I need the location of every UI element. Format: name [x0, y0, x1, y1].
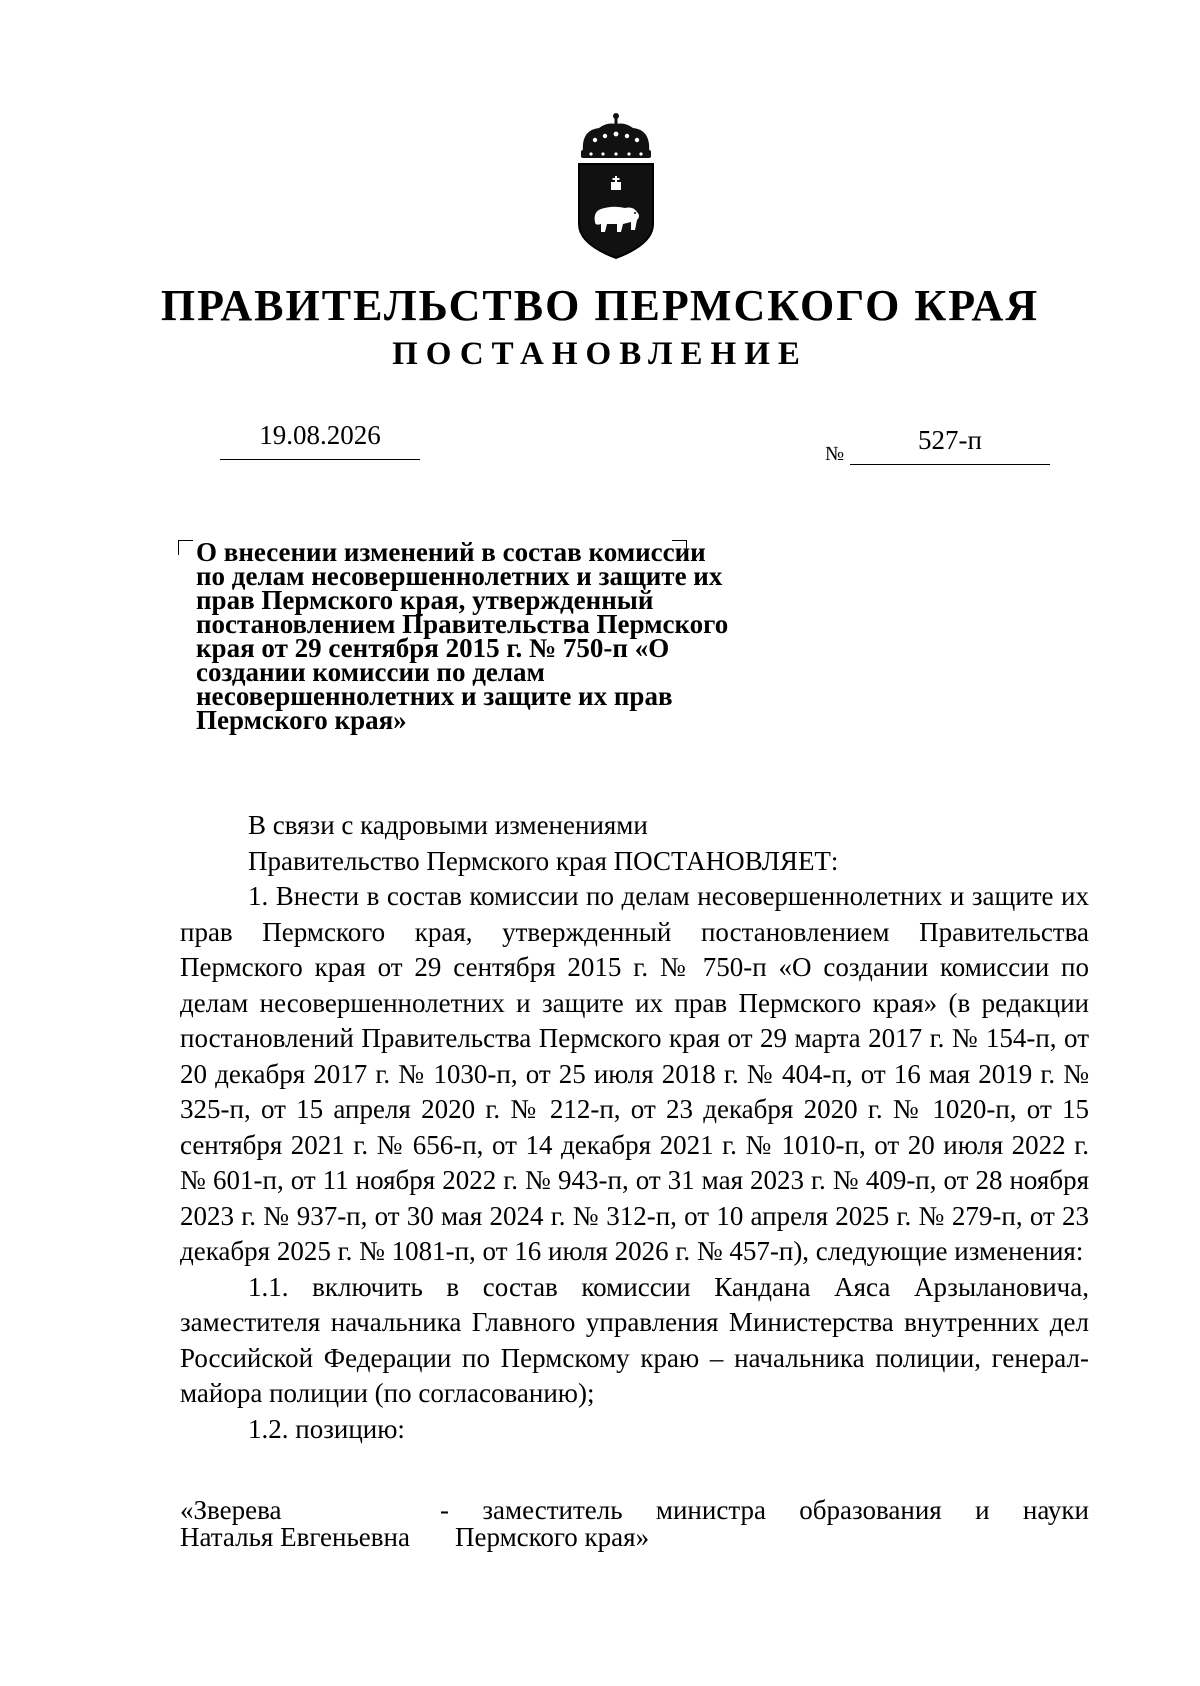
position-role-line-1: - заместитель министра образования и науки — [440, 1495, 1089, 1525]
position-role — [440, 1497, 1089, 1551]
number-sign: № — [825, 443, 845, 465]
coat-of-arms-emblem — [573, 112, 659, 262]
intro-paragraph-2: Правительство Пермского края ПОСТАНОВЛЯЕТ: — [248, 845, 839, 876]
document-body — [180, 808, 1089, 1447]
position-role-line-2: Пермского края» — [455, 1522, 650, 1552]
intro-paragraph-1: В связи с кадровыми изменениями — [248, 810, 648, 840]
document-date: 19.08.2026 — [220, 420, 420, 460]
item-1-1-paragraph: 1.1. включить в состав комиссии Кандана Аяса Арзылановича, заместителя начальника Главного управления Министерства внутренних дел Российской Федерации по Пермскому краю – начальника полиции, генерал-майора полиции (по согласованию); — [180, 1271, 1089, 1408]
item-1-2-paragraph: 1.2. позицию: — [248, 1413, 405, 1444]
government-title: ПРАВИТЕЛЬСТВО ПЕРМСКОГО КРАЯ — [160, 281, 1040, 330]
document-subject: О внесении изменений в состав комиссии по делам несовершеннолетних и защите их прав Пермского края, утвержденный постановлением Правительства Пермского края от 29 сентября 2015 г. № 750-п «О создании комиссии по делам несовершеннолетних и защите их прав Пермского края» — [196, 537, 729, 735]
document-number: 527-п — [850, 425, 1050, 465]
position-person-name — [180, 1497, 440, 1551]
position-name-line-2: Наталья Евгеньевна — [180, 1522, 410, 1552]
document-type-title: ПОСТАНОВЛЕНИЕ — [392, 336, 808, 372]
position-name-line-1: «Зверева — [180, 1495, 282, 1525]
item-1-paragraph: 1. Внести в состав комиссии по делам несовершеннолетних и защите их прав Пермского края, утвержденный постановлением Правительства Пермского края от 29 сентября 2015 г. № 750-п «О создании комиссии по делам несовершеннолетних и защите их прав Пермского края» (в редакции постановлений Правительства Пермского края от 29 марта 2017 г. № 154-п, от 20 декабря 2017 г. № 1030-п, от 25 июля 2018 г. № 404-п, от 16 мая 2019 г. № 325-п, от 15 апреля 2020 г. № 212-п, от 23 декабря 2020 г. № 1020-п, от 15 сентября 2021 г. № 656-п, от 14 декабря 2021 г. № 1010-п, от 20 июля 2022 г. № 601-п, от 11 ноября 2022 г. № 943-п, от 31 мая 2023 г. № 409-п, от 28 ноября 2023 г. № 937-п, от 30 мая 2024 г. № 312-п, от 10 апреля 2025 г. № 279-п, от 23 декабря 2025 г. № 1081-п, от 16 июля 2026 г. № 457-п), следующие изменения: — [180, 881, 1089, 1266]
subject-bracket-left — [178, 540, 193, 555]
position-entry — [180, 1497, 1089, 1551]
